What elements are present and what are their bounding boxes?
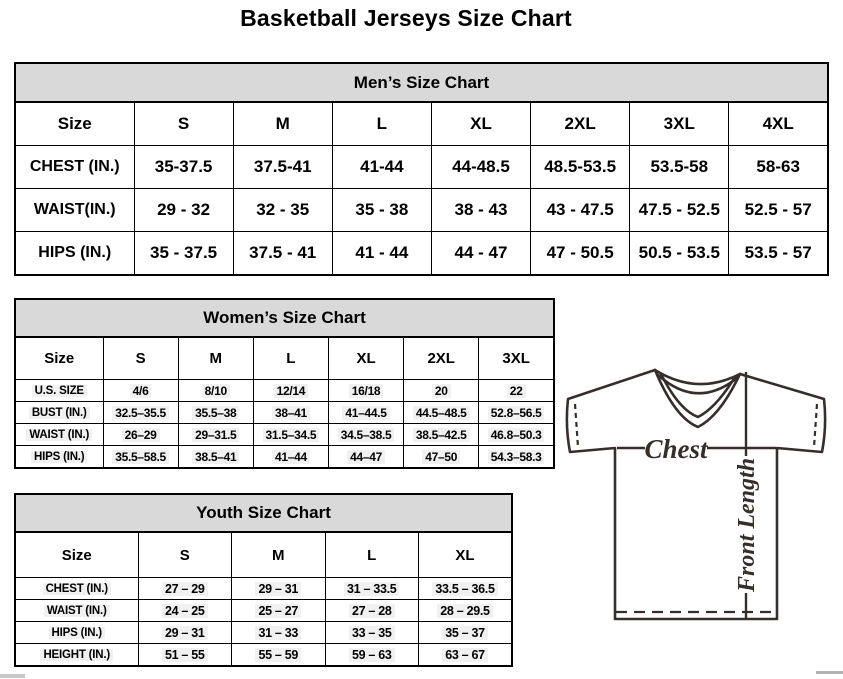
value-cell-text: 59 – 63 [349, 648, 395, 662]
size-header-4xl-text: 4XL [762, 114, 794, 133]
value-cell-text: 12/14 [274, 384, 309, 398]
value-cell-text: 52.5 - 57 [744, 200, 812, 219]
value-cell [232, 622, 326, 644]
jersey-measurement-diagram [558, 366, 838, 628]
size-column-header [15, 102, 134, 146]
value-cell [479, 380, 554, 402]
value-cell-text: 46.8–50.3 [488, 428, 545, 442]
value-cell [531, 232, 630, 276]
row-label-text: U.S. SIZE [32, 385, 87, 397]
size-header-xl-text: XL [356, 350, 376, 367]
row-label [15, 380, 103, 402]
value-cell [325, 578, 419, 600]
size-header-2xl-text: 2XL [564, 114, 596, 133]
row-label [15, 189, 134, 232]
value-cell [325, 622, 419, 644]
size-header-2xl-text: 2XL [427, 350, 455, 367]
value-cell [630, 146, 729, 189]
value-cell [479, 402, 554, 424]
value-cell [419, 622, 513, 644]
measurement-row [15, 146, 828, 189]
value-cell-text: 37.5-41 [253, 157, 312, 176]
measurement-row [15, 380, 554, 402]
value-cell [419, 600, 513, 622]
value-cell [103, 446, 178, 469]
value-cell-text: 41–44.5 [342, 406, 389, 420]
value-cell-text: 8/10 [202, 384, 230, 398]
mens-table-title-row [15, 63, 828, 102]
horizontal-scrollbar-fragment-left[interactable] [0, 674, 25, 678]
womens-table-title-row [15, 299, 554, 337]
left-cuff-dashed-line [575, 404, 578, 447]
value-cell-text: 38–41 [272, 406, 310, 420]
size-header-2xl [404, 337, 479, 380]
front-length-label: Front Length [734, 457, 760, 592]
value-cell-text: 41-44 [360, 157, 404, 176]
value-cell-text: 22 [507, 384, 526, 398]
value-cell [253, 424, 328, 446]
value-cell-text: 37.5 - 41 [249, 243, 317, 262]
row-label-text: BUST (IN.) [29, 407, 90, 419]
value-cell [138, 578, 232, 600]
measurement-row [15, 622, 512, 644]
value-cell-text: 44.5–48.5 [413, 406, 470, 420]
value-cell-text: 55 – 59 [255, 648, 301, 662]
value-cell-text: 26–29 [122, 428, 160, 442]
value-cell [134, 146, 233, 189]
womens-size-table [14, 298, 555, 469]
value-cell-text: 44 - 47 [454, 243, 508, 262]
size-header-m [232, 532, 326, 578]
value-cell-text: 44–47 [347, 450, 385, 464]
value-cell [404, 446, 479, 469]
womens-table-title: Women’s Size Chart [15, 299, 554, 337]
value-cell [431, 146, 530, 189]
row-label-text: HIPS (IN.) [31, 451, 87, 463]
value-cell [479, 424, 554, 446]
row-label-text: HIPS (IN.) [49, 627, 105, 639]
value-cell-text: 24 – 25 [162, 604, 208, 618]
page-title: Basketball Jerseys Size Chart [240, 5, 572, 31]
youth-size-header-row [15, 532, 512, 578]
value-cell [232, 644, 326, 667]
value-cell [630, 189, 729, 232]
measurement-row [15, 402, 554, 424]
size-header-l [332, 102, 431, 146]
value-cell [138, 644, 232, 667]
row-label [15, 622, 138, 644]
value-cell [404, 402, 479, 424]
mens-size-table [14, 62, 829, 276]
size-header-s [138, 532, 232, 578]
value-cell [332, 146, 431, 189]
value-cell-text: 41–44 [272, 450, 310, 464]
value-cell-text: 31 – 33.5 [344, 582, 399, 596]
size-header-2xl [531, 102, 630, 146]
size-column-header [15, 532, 138, 578]
value-cell [233, 146, 332, 189]
size-header-3xl [630, 102, 729, 146]
value-cell-text: 31 – 33 [255, 626, 301, 640]
value-cell-text: 38.5–42.5 [413, 428, 470, 442]
size-header-xl [431, 102, 530, 146]
womens-size-header-row [15, 337, 554, 380]
row-label [15, 146, 134, 189]
value-cell-text: 35.5–38 [192, 406, 239, 420]
value-cell [328, 446, 403, 469]
value-cell [178, 380, 253, 402]
measurement-row [15, 424, 554, 446]
value-cell [233, 232, 332, 276]
size-header-xl [419, 532, 513, 578]
size-header-l [253, 337, 328, 380]
value-cell [138, 600, 232, 622]
value-cell-text: 52.8–56.5 [488, 406, 545, 420]
size-header-s-text: S [177, 114, 190, 133]
row-label-text: CHEST (IN.) [29, 158, 120, 175]
youth-table-title: Youth Size Chart [15, 494, 512, 532]
row-label-text: HIPS (IN.) [38, 244, 112, 261]
value-cell-text: 27 – 28 [349, 604, 395, 618]
value-cell-text: 31.5–34.5 [263, 428, 320, 442]
row-label-text: CHEST (IN.) [43, 583, 111, 595]
row-label [15, 600, 138, 622]
value-cell [178, 446, 253, 469]
value-cell [103, 424, 178, 446]
value-cell-text: 32.5–35.5 [112, 406, 169, 420]
value-cell-text: 63 – 67 [442, 648, 488, 662]
size-header-s-text: S [179, 546, 190, 564]
value-cell [328, 402, 403, 424]
measurement-row [15, 189, 828, 232]
value-cell-text: 28 – 29.5 [437, 604, 492, 618]
value-cell-text: 16/18 [349, 384, 384, 398]
value-cell-text: 41 - 44 [355, 243, 409, 262]
youth-table-title-row [15, 494, 512, 532]
mens-table-title: Men’s Size Chart [15, 63, 828, 102]
row-label-text: WAIST (IN.) [44, 605, 110, 617]
measurement-row [15, 578, 512, 600]
value-cell [404, 380, 479, 402]
jersey-outline [567, 370, 825, 619]
value-cell-text: 53.5-58 [650, 157, 709, 176]
value-cell [531, 146, 630, 189]
value-cell [253, 402, 328, 424]
value-cell [134, 232, 233, 276]
size-header-xl-text: XL [470, 114, 492, 133]
value-cell [325, 644, 419, 667]
value-cell [630, 232, 729, 276]
size-header-xl [328, 337, 403, 380]
measurement-row [15, 232, 828, 276]
value-cell-text: 34.5–38.5 [338, 428, 395, 442]
value-cell-text: 32 - 35 [256, 200, 310, 219]
size-header-m [178, 337, 253, 380]
size-header-3xl-text: 3XL [663, 114, 695, 133]
value-cell-text: 29–31.5 [192, 428, 239, 442]
right-cuff-dashed-line [814, 404, 817, 447]
mens-size-header-row [15, 102, 828, 146]
size-header-l-text: L [286, 350, 296, 367]
value-cell [328, 424, 403, 446]
size-header-l-text: L [367, 546, 377, 564]
value-cell [404, 424, 479, 446]
value-cell [729, 189, 828, 232]
row-label [15, 644, 138, 667]
value-cell-text: 50.5 - 53.5 [638, 243, 720, 262]
value-cell-text: 38 - 43 [454, 200, 508, 219]
row-label [15, 424, 103, 446]
row-label-text: WAIST (IN.) [26, 429, 92, 441]
value-cell-text: 51 – 55 [162, 648, 208, 662]
value-cell-text: 43 - 47.5 [546, 200, 614, 219]
value-cell [253, 380, 328, 402]
row-label [15, 446, 103, 469]
value-cell-text: 33 – 35 [349, 626, 395, 640]
value-cell [103, 380, 178, 402]
youth-size-table [14, 493, 513, 667]
size-header-l-text: L [376, 114, 388, 133]
value-cell-text: 35-37.5 [154, 157, 213, 176]
size-header-m-text: M [209, 350, 222, 367]
value-cell-text: 48.5-53.5 [544, 157, 617, 176]
value-cell [232, 578, 326, 600]
value-cell-text: 29 – 31 [255, 582, 301, 596]
value-cell [431, 189, 530, 232]
value-cell [419, 644, 513, 667]
value-cell [233, 189, 332, 232]
value-cell-text: 44-48.5 [452, 157, 510, 176]
size-column-header-text: Size [44, 350, 75, 367]
chest-label: Chest [644, 434, 708, 464]
value-cell-text: 47.5 - 52.5 [638, 200, 720, 219]
size-header-m [233, 102, 332, 146]
value-cell-text: 38.5–41 [192, 450, 239, 464]
size-header-m-text: M [272, 546, 285, 564]
value-cell [531, 189, 630, 232]
size-column-header [15, 337, 103, 380]
row-label-text: WAIST(IN.) [33, 201, 116, 218]
size-header-s [134, 102, 233, 146]
value-cell-text: 20 [432, 384, 451, 398]
value-cell-text: 35 - 37.5 [150, 243, 218, 262]
value-cell [138, 622, 232, 644]
value-cell-text: 35 - 38 [355, 200, 409, 219]
value-cell-text: 25 – 27 [255, 604, 301, 618]
value-cell-text: 33.5 – 36.5 [432, 582, 497, 596]
value-cell [178, 424, 253, 446]
value-cell-text: 58-63 [756, 157, 800, 176]
value-cell-text: 4/6 [130, 384, 152, 398]
value-cell [729, 146, 828, 189]
value-cell-text: 35 – 37 [442, 626, 488, 640]
value-cell [479, 446, 554, 469]
value-cell-text: 47–50 [422, 450, 460, 464]
value-cell [419, 578, 513, 600]
value-cell [325, 600, 419, 622]
row-label [15, 402, 103, 424]
measurement-row [15, 644, 512, 667]
row-label [15, 578, 138, 600]
measurement-row [15, 600, 512, 622]
value-cell-text: 35.5–58.5 [112, 450, 169, 464]
value-cell [178, 402, 253, 424]
value-cell [103, 402, 178, 424]
size-header-s-text: S [135, 350, 146, 367]
measurement-row [15, 446, 554, 469]
size-header-m-text: M [275, 114, 290, 133]
size-header-3xl [479, 337, 554, 380]
size-header-l [325, 532, 419, 578]
value-cell-text: 53.5 - 57 [744, 243, 812, 262]
size-header-4xl [729, 102, 828, 146]
value-cell [253, 446, 328, 469]
size-header-xl-text: XL [455, 546, 475, 564]
value-cell-text: 29 - 32 [157, 200, 211, 219]
size-header-3xl-text: 3XL [502, 350, 530, 367]
value-cell [328, 380, 403, 402]
value-cell-text: 27 – 29 [162, 582, 208, 596]
value-cell [134, 189, 233, 232]
size-header-s [103, 337, 178, 380]
row-label-text: HEIGHT (IN.) [40, 649, 113, 661]
value-cell-text: 29 – 31 [162, 626, 208, 640]
value-cell [332, 189, 431, 232]
size-column-header-text: Size [61, 546, 92, 564]
value-cell [729, 232, 828, 276]
value-cell-text: 54.3–58.3 [488, 450, 545, 464]
value-cell [332, 232, 431, 276]
horizontal-scrollbar-fragment-right[interactable] [816, 671, 843, 674]
value-cell [431, 232, 530, 276]
size-column-header-text: Size [57, 114, 92, 133]
value-cell [232, 600, 326, 622]
value-cell-text: 47 - 50.5 [546, 243, 614, 262]
row-label [15, 232, 134, 276]
